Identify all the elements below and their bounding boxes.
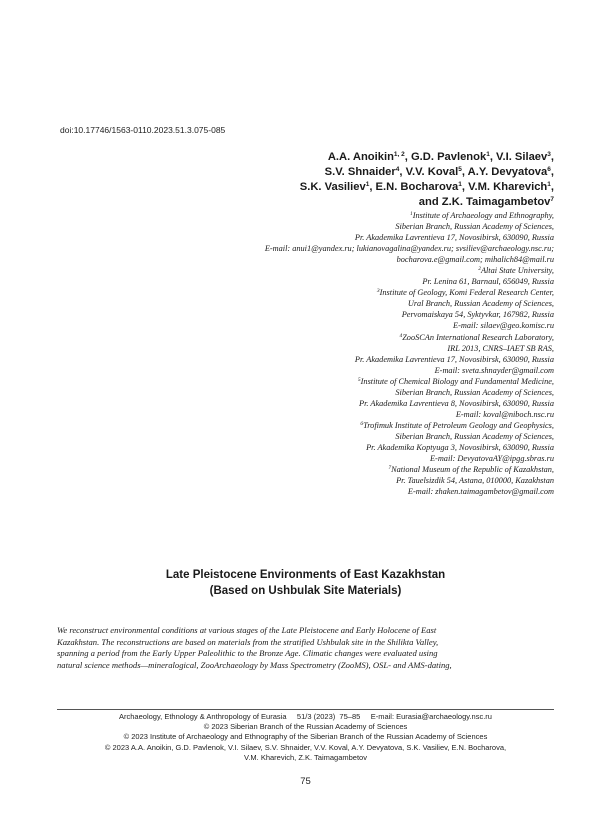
line-text: ZooSCAn International Research Laboratory, xyxy=(402,332,554,342)
line-text: , A.Y. Devyatova xyxy=(461,166,548,178)
affiliation-marker: 6 xyxy=(547,166,551,173)
line-text: E-mail: silaev@geo.komisc.ru xyxy=(453,321,554,331)
line-text: , xyxy=(550,151,554,163)
line-text: E-mail: zhaken.taimagambetov@gmail.com xyxy=(407,487,554,497)
affiliation-line xyxy=(84,221,554,232)
affiliation-line xyxy=(84,409,554,420)
footer-copyright-line: V.M. Kharevich, Z.K. Taimagambetov xyxy=(244,752,367,762)
line-text: A.A. Anoikin xyxy=(327,151,394,163)
affiliation-line xyxy=(84,332,554,343)
affiliation-marker: 5 xyxy=(458,166,462,173)
line-text: and Z.K. Taimagambetov xyxy=(418,196,551,208)
affiliation-marker: 3 xyxy=(376,288,380,295)
page-number: 75 xyxy=(300,776,311,787)
line-text: Siberian Branch, Russian Academy of Sciences, xyxy=(395,431,554,441)
line-text: E-mail: koval@niboch.nsc.ru xyxy=(455,409,554,419)
line-text: , xyxy=(550,166,554,178)
affiliation-line xyxy=(84,464,554,475)
affiliation-line xyxy=(84,387,554,398)
abstract-line: spanning a period from the Early Upper Paleolithic to the Bronze Age. Climatic changes were evaluated using xyxy=(57,648,438,659)
affiliation-line xyxy=(84,265,554,276)
line-text: , V.V. Koval xyxy=(399,166,459,178)
affiliation-marker: 4 xyxy=(399,332,403,339)
affiliation-line xyxy=(84,343,554,354)
affiliation-line xyxy=(84,431,554,442)
author-line xyxy=(134,195,554,210)
footer-copyright-line: © 2023 A.A. Anoikin, G.D. Pavlenok, V.I. Silaev, S.V. Shnaider, V.V. Koval, A.Y. Devyatova, S.K. Vasiliev, E.N. Bocharova, xyxy=(104,742,507,752)
doi-line: doi:10.17746/1563-0110.2023.51.3.075-085 xyxy=(60,125,226,135)
affiliation-line xyxy=(84,486,554,497)
footer-journal-line: Archaeology, Ethnology & Anthropology of Eurasia 51/3 (2023) 75–85 E-mail: Eurasia@archaeology.nsc.ru xyxy=(119,712,492,721)
affiliation-marker: 3 xyxy=(547,151,551,158)
author-line xyxy=(134,150,554,165)
affiliation-line xyxy=(84,442,554,453)
author-line xyxy=(134,180,554,195)
line-text: Pervomaiskaya 54, Syktyvkar, 167982, Russia xyxy=(401,310,554,320)
affiliation-marker: 6 xyxy=(360,420,364,427)
line-text: E-mail: DevyatovaAY@ipgg.sbras.ru xyxy=(429,454,554,464)
affiliation-marker: 5 xyxy=(357,376,361,383)
affiliation-block xyxy=(84,210,554,497)
line-text: E-mail: sveta.shnayder@gmail.com xyxy=(434,365,554,375)
line-text: Siberian Branch, Russian Academy of Sciences, xyxy=(395,387,554,397)
title-line-1: Late Pleistocene Environments of East Kazakhstan xyxy=(165,569,446,581)
abstract xyxy=(57,625,554,672)
line-text: Pr. Akademika Lavrentieva 17, Novosibirsk, 630090, Russia xyxy=(354,354,554,364)
line-text: Institute of Archaeology and Ethnography, xyxy=(412,211,554,220)
line-text: Pr. Akademika Lavrentieva 8, Novosibirsk, 630090, Russia xyxy=(359,398,554,408)
affiliation-line xyxy=(84,354,554,365)
affiliation-marker: 7 xyxy=(388,465,392,472)
abstract-line: We reconstruct environmental conditions at various stages of the Late Pleistocene and Early Holocene of East xyxy=(57,625,437,635)
affiliation-marker: 1 xyxy=(458,181,462,188)
abstract-line: natural science methods—mineralogical, ZooArchaeology by Mass Spectrometry (ZooMS), OSL- and AMS-dating, xyxy=(57,660,452,671)
affiliation-line xyxy=(84,243,554,254)
line-text: S.K. Vasiliev xyxy=(299,181,366,193)
affiliation-line xyxy=(84,376,554,387)
line-text: Siberian Branch, Russian Academy of Sciences, xyxy=(395,222,554,232)
affiliation-marker: 2 xyxy=(478,266,481,273)
abstract-line: Kazakhstan. The reconstructions are based on materials from the stratified Ushbulak site in the Shilikta Valley, xyxy=(57,636,439,647)
affiliation-line xyxy=(84,232,554,243)
affiliation-line xyxy=(84,398,554,409)
line-text: Trofimuk Institute of Petroleum Geology and Geophysics, xyxy=(363,420,554,430)
article-title xyxy=(0,567,611,599)
affiliation-line xyxy=(84,276,554,287)
affiliation-marker: 1 xyxy=(365,181,370,188)
affiliation-line xyxy=(84,210,554,221)
title-line-2: (Based on Ushbulak Site Materials) xyxy=(209,585,402,597)
affiliation-line xyxy=(84,420,554,431)
line-text: Pr. Tauelsizdik 54, Astana, 010000, Kazakhstan xyxy=(396,476,554,486)
journal-footer xyxy=(0,712,611,763)
line-text: , V.I. Silaev xyxy=(489,151,548,163)
affiliation-line xyxy=(84,287,554,298)
footer-divider xyxy=(57,709,554,710)
author-line xyxy=(134,165,554,180)
line-text: Pr. Akademika Lavrentieva 17, Novosibirsk, 630090, Russia xyxy=(354,233,554,243)
line-text: S.V. Shnaider xyxy=(324,166,396,178)
affiliation-marker: 4 xyxy=(395,166,400,173)
affiliation-line xyxy=(84,453,554,464)
line-text: , G.D. Pavlenok xyxy=(404,151,487,163)
affiliation-marker: 1, 2 xyxy=(393,151,405,158)
line-text: Ural Branch, Russian Academy of Sciences, xyxy=(407,299,554,309)
footer-copyright-line: © 2023 Siberian Branch of the Russian Academy of Sciences xyxy=(203,722,408,732)
line-text: Pr. Lenina 61, Barnaul, 656049, Russia xyxy=(422,277,554,287)
affiliation-line xyxy=(84,309,554,320)
line-text: , V.M. Kharevich xyxy=(461,181,548,193)
affiliation-marker: 1 xyxy=(547,181,551,188)
line-text: Institute of Chemical Biology and Fundamental Medicine, xyxy=(360,376,554,386)
line-text: , E.N. Bocharova xyxy=(369,181,459,193)
line-text: Pr. Akademika Koptyuga 3, Novosibirsk, 630090, Russia xyxy=(366,442,554,452)
line-text: E-mail: anui1@yandex.ru; lukianovagalina@yandex.ru; svsiliev@archaeology.nsc.ru; xyxy=(264,244,554,254)
line-text: National Museum of the Republic of Kazakhstan, xyxy=(391,465,554,475)
line-text: bocharova.e@gmail.com; mihalich84@mail.ru xyxy=(396,255,554,265)
footer-copyright-line: © 2023 Institute of Archaeology and Ethnography of the Siberian Branch of the Russian Academy of Sciences xyxy=(123,732,488,742)
line-text: Institute of Geology, Komi Federal Research Center, xyxy=(379,288,554,298)
affiliation-line xyxy=(84,320,554,331)
line-text: , xyxy=(550,181,554,193)
affiliation-line xyxy=(84,475,554,486)
affiliation-line xyxy=(84,365,554,376)
affiliation-marker: 1 xyxy=(409,211,413,217)
author-list xyxy=(134,150,554,210)
affiliation-marker: 1 xyxy=(486,151,490,158)
line-text: IRL 2013, CNRS–IAET SB RAS, xyxy=(447,343,554,353)
affiliation-line xyxy=(84,254,554,265)
affiliation-line xyxy=(84,298,554,309)
line-text: Altai State University, xyxy=(480,266,554,276)
affiliation-marker: 7 xyxy=(550,196,554,203)
